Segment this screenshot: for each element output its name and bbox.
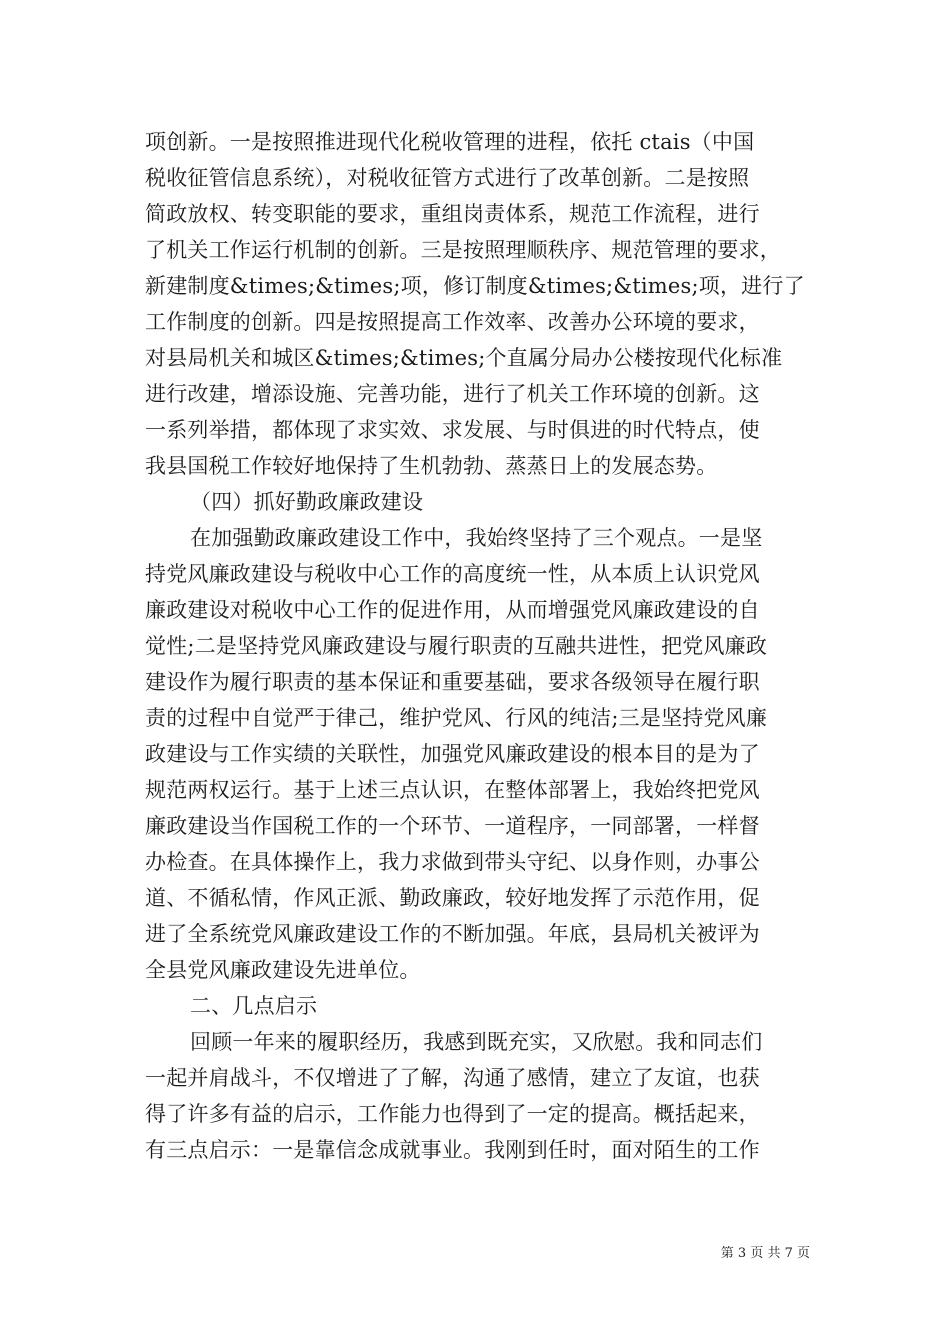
text-line: 有三点启示：一是靠信念成就事业。我刚到任时，面对陌生的工作	[145, 1138, 760, 1162]
text-line: 项创新。一是按照推进现代化税收管理的进程，依托 ctais（中国	[145, 130, 755, 154]
text-line: 道、不循私情，作风正派、勤政廉政，较好地发挥了示范作用，促	[145, 886, 760, 910]
section-heading: 二、几点启示	[190, 994, 318, 1018]
text-line: 廉政建设当作国税工作的一个环节、一道程序，一同部署，一样督	[145, 814, 760, 838]
text-line: 了机关工作运行机制的创新。三是按照理顺秩序、规范管理的要求，	[145, 238, 781, 262]
text-line: 进了全系统党风廉政建设工作的不断加强。年底，县局机关被评为	[145, 922, 760, 946]
text-line: 对县局机关和城区&times;&times;个直属分局办公楼按现代化标准	[145, 346, 783, 370]
text-line: 简政放权、转变职能的要求，重组岗责体系，规范工作流程，进行	[145, 202, 760, 226]
text-line: 全县党风廉政建设先进单位。	[145, 958, 421, 982]
text-line: 进行改建，增添设施、完善功能，进行了机关工作环境的创新。这	[145, 382, 760, 406]
text-line: 廉政建设对税收中心工作的促进作用，从而增强党风廉政建设的自	[145, 598, 760, 622]
text-line: 政建设与工作实绩的关联性，加强党风廉政建设的根本目的是为了	[145, 742, 760, 766]
text-line: 工作制度的创新。四是按照提高工作效率、改善办公环境的要求，	[145, 310, 760, 334]
text-line: 得了许多有益的启示，工作能力也得到了一定的提高。概括起来，	[145, 1102, 760, 1126]
text-line: 新建制度&times;&times;项，修订制度&times;&times;项，进行了	[145, 274, 805, 298]
text-line: 责的过程中自觉严于律己，维护党风、行风的纯洁;三是坚持党风廉	[145, 706, 768, 730]
page-number-footer: 第 3 页 共 7 页	[720, 1246, 810, 1261]
text-line: 一起并肩战斗，不仅增进了了解，沟通了感情，建立了友谊，也获	[145, 1066, 760, 1090]
text-line: 建设作为履行职责的基本保证和重要基础，要求各级领导在履行职	[145, 670, 760, 694]
text-line: 觉性;二是坚持党风廉政建设与履行职责的互融共进性，把党风廉政	[145, 634, 768, 658]
paragraph-first-line: 在加强勤政廉政建设工作中，我始终坚持了三个观点。一是坚	[190, 526, 763, 550]
paragraph-first-line: 回顾一年来的履职经历，我感到既充实，又欣慰。我和同志们	[190, 1030, 763, 1054]
section-heading: （四）抓好勤政廉政建设	[190, 490, 424, 514]
text-line: 税收征管信息系统），对税收征管方式进行了改革创新。二是按照	[145, 166, 750, 190]
text-line: 规范两权运行。基于上述三点认识，在整体部署上，我始终把党风	[145, 778, 760, 802]
text-line: 我县国税工作较好地保持了生机勃勃、蒸蒸日上的发展态势。	[145, 454, 718, 478]
text-line: 办检查。在具体操作上，我力求做到带头守纪、以身作则，办事公	[145, 850, 760, 874]
text-line: 持党风廉政建设与税收中心工作的高度统一性，从本质上认识党风	[145, 562, 760, 586]
text-line: 一系列举措，都体现了求实效、求发展、与时俱进的时代特点，使	[145, 418, 760, 442]
